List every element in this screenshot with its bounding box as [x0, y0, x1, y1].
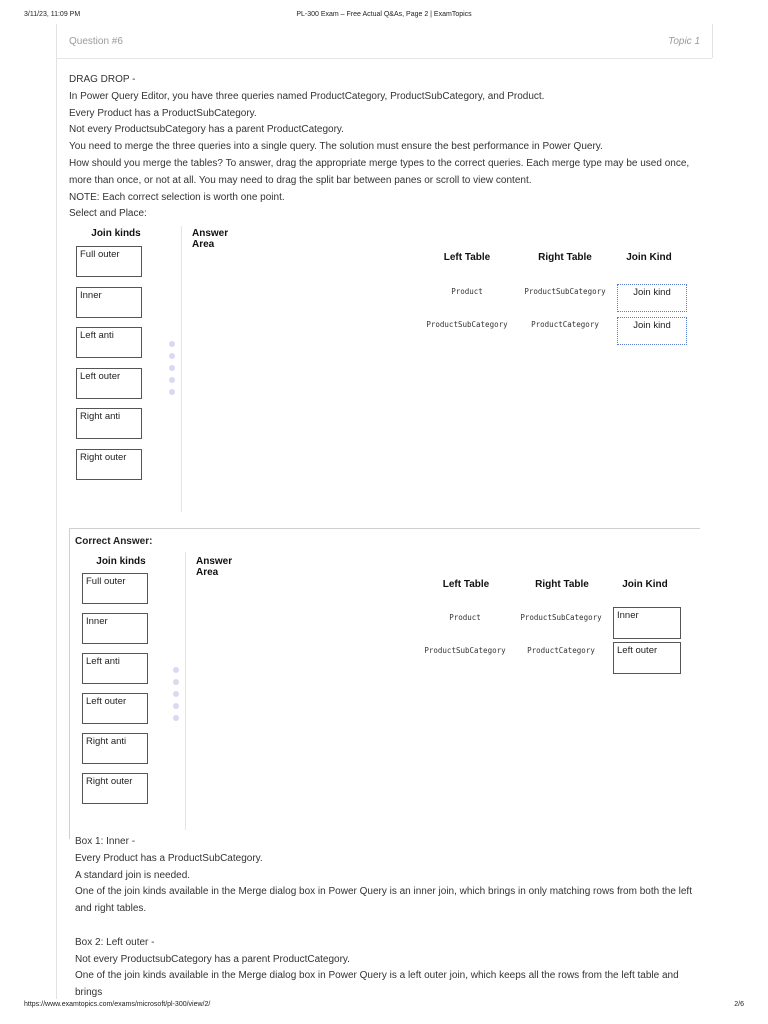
question-line: Every Product has a ProductSubCategory. — [69, 107, 257, 119]
explanation-line: Box 2: Left outer - — [75, 936, 155, 948]
row2-left-table: ProductSubCategory — [424, 646, 506, 655]
join-option-inner[interactable]: Inner — [76, 287, 142, 318]
print-page-number: 2/6 — [734, 1001, 744, 1008]
explanation-line: Box 1: Inner - — [75, 836, 136, 847]
row2-right-table: ProductCategory — [531, 320, 599, 329]
row1-right-table: ProductSubCategory — [520, 613, 602, 622]
row1-right-table: ProductSubCategory — [524, 287, 606, 296]
answer-explanation — [75, 834, 705, 1002]
join-option-left-anti[interactable]: Left anti — [76, 327, 142, 358]
split-bar-handle — [173, 667, 179, 727]
answer-area-title: Answer Area — [196, 556, 233, 578]
join-kind-header: Join Kind — [622, 579, 668, 590]
pane-divider — [185, 552, 186, 830]
question-line: In Power Query Editor, you have three queries named ProductCategory, ProductSubCategory, and Product. — [69, 90, 545, 102]
print-datetime: 3/11/23, 11:09 PM — [24, 11, 81, 18]
explanation-line: Not every ProductsubCategory has a parent ProductCategory. — [75, 953, 350, 965]
row2-join-kind-dropzone[interactable]: Join kind — [617, 317, 687, 345]
question-line: Select and Place: — [69, 208, 147, 220]
row1-join-kind-answer: Inner — [613, 607, 681, 639]
join-option-full-outer[interactable]: Full outer — [76, 246, 142, 277]
join-option-left-outer: Left outer — [82, 693, 148, 724]
question-header — [57, 26, 712, 59]
row2-right-table: ProductCategory — [527, 646, 595, 655]
explanation-line: A standard join is needed. — [75, 869, 191, 881]
explanation-line — [75, 918, 705, 935]
join-option-right-outer[interactable]: Right outer — [76, 449, 142, 480]
print-url[interactable]: https://www.examtopics.com/exams/microsoft/pl-300/view/2/ — [24, 1001, 211, 1008]
question-line: NOTE: Each correct selection is worth one point. — [69, 191, 285, 203]
question-topic[interactable]: Topic 1 — [668, 36, 700, 47]
left-table-header: Left Table — [443, 252, 491, 263]
join-option-full-outer: Full outer — [82, 573, 148, 604]
row1-left-table: Product — [451, 287, 483, 296]
row1-join-kind-dropzone[interactable]: Join kind — [617, 284, 687, 312]
join-option-right-anti[interactable]: Right anti — [76, 408, 142, 439]
join-kinds-title: Join kinds — [91, 228, 141, 239]
question-line: How should you merge the tables? To answer, drag the appropriate merge types to the correct queries. Each merge type may be used once, more than once, or not at all. You may need to drag the split bar between panes or scroll to view content. — [69, 157, 690, 186]
question-line: You need to merge the three queries into a single query. The solution must ensure the best performance in Power Query. — [69, 141, 603, 153]
explanation-line: One of the join kinds available in the Merge dialog box in Power Query is an inner join, which brings in only matching rows from both the left and right tables. — [75, 886, 692, 915]
correct-answer-label: Correct Answer: — [75, 536, 153, 547]
join-kind-header: Join Kind — [626, 252, 672, 263]
right-table-header: Right Table — [538, 252, 592, 263]
question-line: DRAG DROP - — [69, 74, 136, 85]
left-table-header: Left Table — [442, 579, 490, 590]
join-option-right-outer: Right outer — [82, 773, 148, 804]
answer-area-title: Answer Area — [192, 228, 229, 250]
split-bar-handle[interactable] — [169, 341, 175, 401]
pane-divider — [181, 226, 182, 512]
explanation-line: One of the join kinds available in the Merge dialog box in Power Query is a left outer join, which keeps all the rows from the left table and brings — [75, 970, 679, 999]
join-kinds-title: Join kinds — [96, 556, 146, 567]
print-page-title: PL-300 Exam – Free Actual Q&As, Page 2 | ExamTopics — [296, 11, 472, 18]
join-option-right-anti: Right anti — [82, 733, 148, 764]
card-left-border — [56, 24, 57, 999]
join-option-left-outer[interactable]: Left outer — [76, 368, 142, 399]
row2-join-kind-answer: Left outer — [613, 642, 681, 674]
join-option-left-anti: Left anti — [82, 653, 148, 684]
question-line: Not every ProductsubCategory has a parent ProductCategory. — [69, 124, 344, 136]
question-body — [69, 72, 709, 223]
row1-left-table: Product — [449, 613, 481, 622]
explanation-line: Every Product has a ProductSubCategory. — [75, 852, 263, 864]
question-number: Question #6 — [69, 36, 123, 47]
correct-answer-box — [69, 528, 700, 839]
join-option-inner: Inner — [82, 613, 148, 644]
row2-left-table: ProductSubCategory — [426, 320, 508, 329]
right-table-header: Right Table — [535, 579, 589, 590]
card-right-border — [712, 24, 713, 58]
